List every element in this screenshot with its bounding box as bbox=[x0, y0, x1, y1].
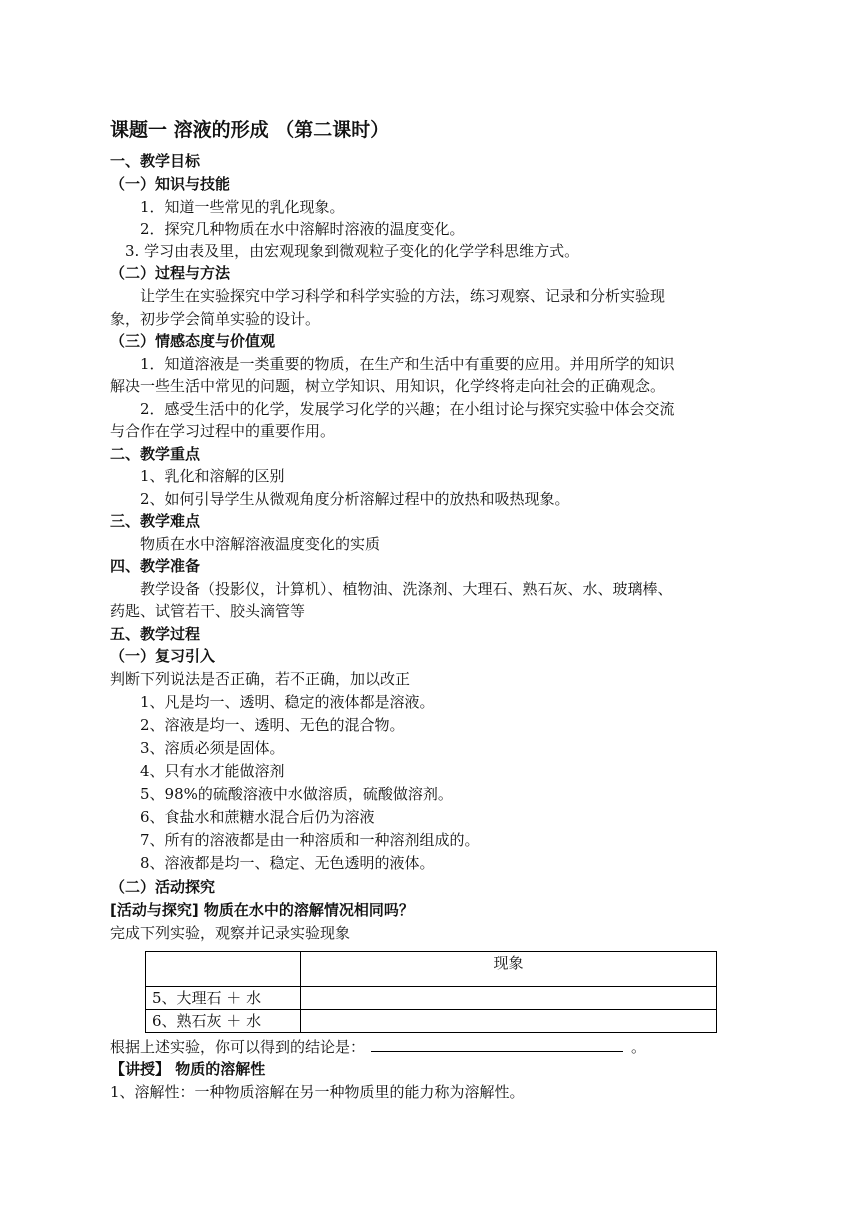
paragraph-line: 与合作在学习过程中的重要作用。 bbox=[110, 422, 336, 440]
list-item: 8、溶液都是均一、稳定、无色透明的液体。 bbox=[140, 854, 435, 872]
list-item: 2、溶液是均一、透明、无色的混合物。 bbox=[140, 716, 405, 734]
section-heading: 二、教学重点 bbox=[110, 445, 201, 463]
conclusion-line bbox=[110, 1036, 646, 1058]
paragraph-line: 1、溶解性：一种物质溶解在另一种物质里的能力称为溶解性。 bbox=[110, 1083, 525, 1101]
table-cell: 5、大理石 ＋ 水 bbox=[146, 987, 301, 1010]
list-item: 1、凡是均一、透明、稳定的液体都是溶液。 bbox=[140, 693, 435, 711]
list-item: 2．探究几种物质在水中溶解时溶液的温度变化。 bbox=[140, 220, 465, 238]
page-title: 课题一 溶液的形成 （第二课时） bbox=[110, 119, 390, 141]
list-item: 5、98%的硫酸溶液中水做溶质，硫酸做溶剂。 bbox=[140, 785, 453, 803]
activity-heading: [活动与探究] 物质在水中的溶解情况相同吗？ bbox=[110, 901, 414, 919]
paragraph-line: 2．感受生活中的化学，发展学习化学的兴趣；在小组讨论与探究实验中体会交流 bbox=[140, 400, 675, 418]
list-item: 4、只有水才能做溶剂 bbox=[140, 762, 285, 780]
paragraph-line: 药匙、试管若干、胶头滴管等 bbox=[110, 602, 306, 620]
paragraph-line: 物质在水中溶解溶液温度变化的实质 bbox=[140, 535, 381, 553]
table-header-row bbox=[146, 952, 717, 987]
list-item: 6、食盐水和蔗糖水混合后仍为溶液 bbox=[140, 808, 375, 826]
list-item: 3、溶质必须是固体。 bbox=[140, 739, 285, 757]
section-heading: 五、教学过程 bbox=[110, 625, 201, 643]
paragraph-line: 象，初步学会简单实验的设计。 bbox=[110, 310, 321, 328]
subsection-heading: （三）情感态度与价值观 bbox=[110, 332, 276, 350]
list-item: 2、如何引导学生从微观角度分析溶解过程中的放热和吸热现象。 bbox=[140, 490, 570, 508]
subsection-heading: （二）活动探究 bbox=[110, 878, 216, 896]
answer-blank bbox=[371, 1037, 623, 1052]
subsection-heading: （二）过程与方法 bbox=[110, 264, 231, 282]
paragraph-line: 让学生在实验探究中学习科学和科学实验的方法，练习观察、记录和分析实验现 bbox=[140, 287, 666, 305]
paragraph-line: 教学设备（投影仪，计算机）、植物油、洗涤剂、大理石、熟石灰、水、玻璃棒、 bbox=[140, 580, 673, 598]
list-item: 1、乳化和溶解的区别 bbox=[140, 467, 285, 485]
subsection-heading: （一）复习引入 bbox=[110, 647, 216, 665]
table-cell bbox=[301, 987, 717, 1010]
conclusion-prefix: 根据上述实验，你可以得到的结论是： bbox=[110, 1038, 366, 1056]
paragraph-line: 解决一些生活中常见的问题，树立学知识、用知识，化学终将走向社会的正确观念。 bbox=[110, 377, 666, 395]
conclusion-suffix: 。 bbox=[631, 1038, 647, 1056]
table-row bbox=[146, 1010, 717, 1033]
subsection-heading: （一）知识与技能 bbox=[110, 175, 231, 193]
table-row bbox=[146, 987, 717, 1010]
paragraph-line: 判断下列说法是否正确，若不正确，加以改正 bbox=[110, 670, 411, 688]
table-header-cell bbox=[146, 952, 301, 987]
section-heading: 四、教学准备 bbox=[110, 557, 201, 575]
section-heading: 三、教学难点 bbox=[110, 512, 201, 530]
list-item: 1．知道一些常见的乳化现象。 bbox=[140, 198, 345, 216]
table-header-cell: 现象 bbox=[301, 952, 717, 987]
list-item: 7、所有的溶液都是由一种溶质和一种溶剂组成的。 bbox=[140, 831, 480, 849]
list-item: 3. 学习由表及里，由宏观现象到微观粒子变化的化学学科思维方式。 bbox=[125, 242, 580, 260]
experiment-table bbox=[145, 951, 717, 1033]
section-heading: 一、教学目标 bbox=[110, 152, 201, 170]
table-cell bbox=[301, 1010, 717, 1033]
paragraph-line: 完成下列实验，观察并记录实验现象 bbox=[110, 924, 351, 942]
paragraph-line: 1．知道溶液是一类重要的物质，在生产和生活中有重要的应用。并用所学的知识 bbox=[140, 355, 675, 373]
lecture-heading: 【讲授】 物质的溶解性 bbox=[110, 1060, 266, 1078]
table-cell: 6、熟石灰 ＋ 水 bbox=[146, 1010, 301, 1033]
